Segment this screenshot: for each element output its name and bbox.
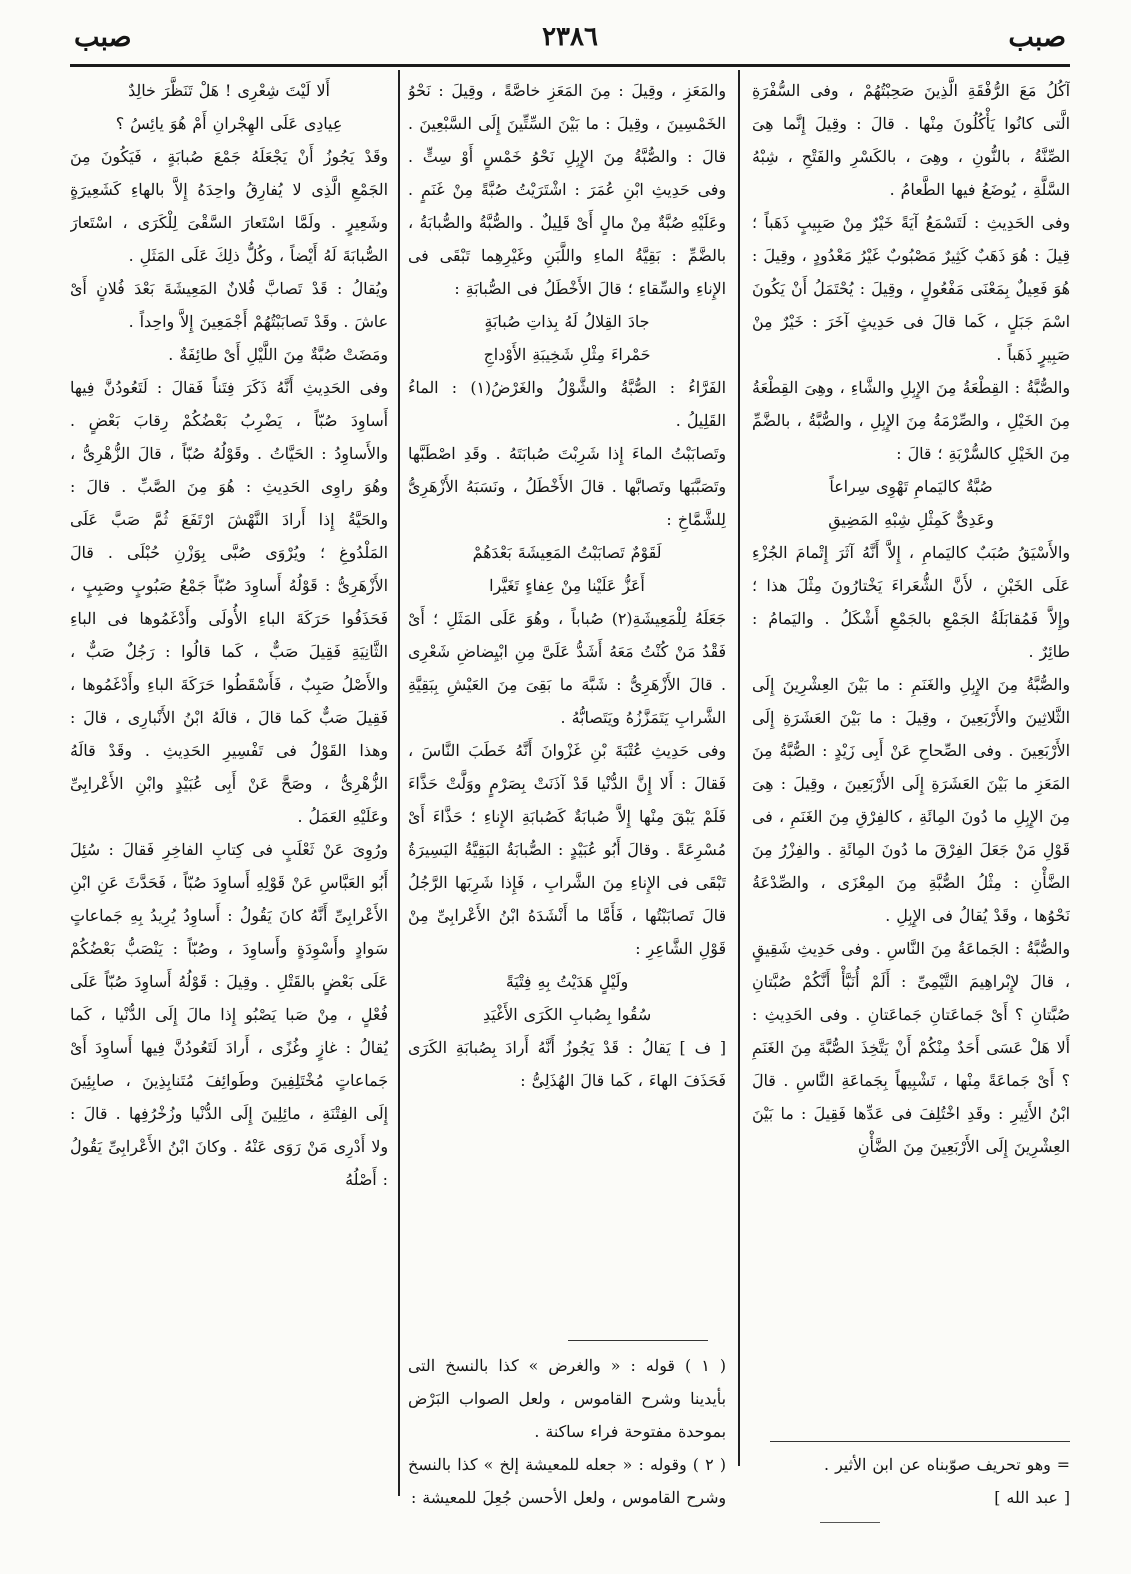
paragraph: جَعَلَهُ لِلْمَعِيشَةِ(٢) صُباباً ، وهُوَ عَلَى المَثَلِ ؛ أَىْ فَقْدُ مَنْ كُنْتُ مَعَهُ أَشَدُّ عَلَىَّ مِنِ ابْيِضاضِ شَعْرِى . قالَ الأَزْهَرِىُّ : شَبَّهَ ما بَقِىَ مِنَ العَيْشِ بِبَقِيَّةِ الشَّرابِ يَتَمَزَّزُهُ ويَتَصابُّهُ .	[408, 609, 726, 727]
page-number: ٢٣٨٦	[542, 22, 598, 52]
footnote: ( ١ ) قوله : « والغرض » كذا بالنسخ التى بأيدينا وشرح القاموس ، ولعل الصواب البَرْض بموحدة مفتوحة فراء ساكنة .	[408, 1356, 726, 1441]
verse-line: صُبَّةٌ كاليَمامِ تَهْوِى سِراعاً	[829, 477, 993, 496]
paragraph: ومَضَتْ صُبَّةٌ مِنَ اللَّيْلِ أَىْ طائِفَةٌ .	[168, 345, 388, 364]
verse-line: لَقَوْمٌ تَصابَبْتُ المَعِيشَةَ بَعْدَهُمْ	[472, 543, 662, 562]
paragraph: والصُّبَّةُ مِنَ الإِبِلِ والغَنَمِ : ما بَيْنَ العِشْرِينَ إِلَى الثَّلاثِينَ والأَرْبَعِينَ ، وقِيلَ : ما بَيْنَ العَشَرَةِ إِلَى الأَرْبَعِينَ . وفى الصِّحاحِ عَنْ أَبِى زَيْدٍ : الصُّبَّةُ مِنَ المَعَزِ ما بَيْنَ العَشَرَةِ إِلَى الأَرْبَعِينَ ، وقِيلَ : هِىَ مِنَ الإِبِلِ ما دُونَ المِائَةِ ، كالفِرْقِ مِنَ الغَنَمِ ، فى قَوْلِ مَنْ جَعَلَ الفِرْقَ ما دُونَ المِائَةِ . والفِزْرُ مِنَ الضَّأْنِ : مِثْلُ الصُّبَّةِ مِنَ المِعْزَى ، والصِّدْعَةُ نَحْوُها ، وقَدْ يُقالُ فى الإِبِلِ .	[752, 675, 1070, 925]
paragraph: وفى الحَدِيثِ أَنَّهُ ذَكَرَ فِتَناً فَقالَ : لَتَعُودُنَّ فِيها أَساوِدَ صُبّاً ، يَضْرِبُ بَعْضُكُمْ رِقابَ بَعْضٍ . والأَساوِدُ : الحَيَّاتُ . وقَوْلُهُ صُبّاً ، قالَ الزُّهْرِىُّ ، وهُوَ راوِى الحَدِيثِ : هُوَ مِنَ الصَّبِّ . قالَ : والحَيَّةُ إِذا أَرادَ النَّهْشَ ارْتَفَعَ ثُمَّ صَبَّ عَلَى المَلْدُوغِ ؛ ويُرْوَى صُبَّى بِوَزْنِ حُبْلَى . قالَ الأَزْهَرِىُّ : قَوْلُهُ أَساوِدَ صُبّاً جَمْعُ صَبُوبٍ وصَبِبٍ ، فَحَذَفُوا حَرَكَةَ الباءِ الأُولَى وأَدْغَمُوها فى الباءِ الثَّانِيَةِ فَقِيلَ صَبٌّ ، كَما قالُوا : رَجُلٌ صَبٌّ ، والأَصْلُ صَبِبٌ ، فَأَسْقَطُوا حَرَكَةَ الباءِ وأَدْغَمُوها ، فَقِيلَ صَبٌّ كَما قالَ ، قالَهُ ابْنُ الأَنْبارِى ، قالَ : وهذا القَوْلُ فى تَفْسِيرِ الحَدِيثِ . وقَدْ قالَهُ الزُّهْرِىُّ ، وصَحَّ عَنْ أَبِى عُبَيْدٍ وابْنِ الأَعْرابِىِّ وعَلَيْهِ العَمَلُ .	[70, 378, 388, 826]
paragraph: [ ف ] يَقالُ : قَدْ يَجُوزُ أَنَّهُ أَرادَ بِصُبابَةِ الكَرَى فَحَذَفَ الهاءَ ، كَما قالَ الهُذَلِىُّ :	[408, 1038, 726, 1090]
running-head-right: صبب	[1008, 22, 1066, 53]
text-columns	[70, 74, 1070, 1514]
continued-footnote	[752, 1437, 1070, 1514]
footnote: ( ٢ ) وقوله : « جعله للمعيشة إلخ » كذا بالنسخ وشرح القاموس ، ولعل الأحسن جُعِلَ للمعيشة :	[408, 1455, 726, 1507]
paragraph: الفَرَّاءُ : الصُّبَّةُ والشَّوْلُ والغَرْضُ(١) : الماءُ القَلِيلُ .	[408, 378, 726, 430]
verse-line: ولَيْلٍ هَدَيْتُ بِهِ فِتْيَةً	[505, 972, 629, 991]
running-head-left: صبب	[74, 22, 132, 53]
verse-line: حَمْراءَ مِثْلِ شَخِيبَةِ الأَوْداجِ	[483, 345, 651, 364]
paragraph: وفى الحَدِيثِ : لَتَسْمَعُ آيَةً خَيْرٌ مِنْ صَبِيبٍ ذَهَباً ؛ قِيلَ : هُوَ ذَهَبٌ كَثِيرٌ مَصْبُوبٌ غَيْرُ مَعْدُودٍ ، وقِيلَ : هُوَ فَعِيلٌ بِمَعْنَى مَفْعُولٍ ، وقِيلَ : يُحْتَمَلُ أَنْ يَكُونَ اسْمَ جَبَلٍ ، كَما قالَ فى حَدِيثٍ آخَرَ : خَيْرٌ مِنْ صَبِيرٍ ذَهَباً .	[752, 213, 1070, 364]
paragraph: ويُقالُ : قَدْ تَصابَّ فُلانٌ المَعِيشَةَ بَعْدَ فُلانٍ أَىْ عاشَ . وقَدْ تَصابَبْتُهُمْ أَجْمَعِينَ إِلاَّ واحِداً .	[70, 279, 388, 331]
paragraph: ورُوِىَ عَنْ ثَعْلَبٍ فى كِتابِ الفاخِرِ فَقالَ : سُئِلَ أَبُو العَبَّاسِ عَنْ قَوْلِهِ أَساوِدَ صُبّاً ، فَحَدَّثَ عَنِ ابْنِ الأَعْرابِىِّ أَنَّهُ كانَ يَقُولُ : أَساوِدُ يُرِيدُ بِهِ جَماعاتٍ سَوادٍ وأَسْوِدَةٍ وأَساوِدَ ، وصُبّاً : يَنْصَبُّ بَعْضُكُمْ عَلَى بَعْضٍ بالقَتْلِ . وقِيلَ : قَوْلُهُ أَساوِدَ صُبّاً عَلَى فُعْلٍ ، مِنْ صَبا يَصْبُو إِذا مالَ إِلَى الدُّنْيا ، كَما يُقالُ : غازٍ وغُزًى ، أَرادَ لَتَعُودُنَّ فِيها أَساوِدَ أَىْ جَماعاتٍ مُخْتَلِفِينَ وطَوائِفَ مُتَنابِذِينَ ، صابِئِينَ إِلَى الفِتْنَةِ ، مائِلِينَ إِلَى الدُّنْيا وزُخْرُفِها . قالَ : ولا أَدْرِى مَنْ رَوَى عَنْهُ . وكانَ ابْنُ الأَعْرابِىِّ يَقُولُ : أَصْلُهُ	[70, 840, 388, 1189]
column-right	[752, 74, 1070, 1514]
paragraph: والصُّبَّةُ : الجَماعَةُ مِنَ النَّاسِ . وفى حَدِيثِ شَقِيقٍ ، قالَ لإِبْراهِيمَ التَّيْمِىِّ : أَلَمْ أُنَبَّأْ أَنَّكُمْ صُبَّتانِ صُبَّتانِ ؟ أَىْ جَماعَتانِ جَماعَتانِ . وفى الحَدِيثِ : أَلا هَلْ عَسَى أَحَدٌ مِنْكُمْ أَنْ يَتَّخِذَ الصُّبَّةَ مِنَ الغَنَمِ ؟ أَىْ جَماعَةً مِنْها ، تَشْبِيهاً بِجَماعَةِ النَّاسِ . قالَ ابْنُ الأَثِيرِ : وقَدِ اخْتُلِفَ فى عَدِّها فَقِيلَ : ما بَيْنَ العِشْرِينَ إِلَى الأَرْبَعِينَ مِنَ الضَّأْنِ	[752, 939, 1070, 1156]
footnote-rule	[568, 1340, 708, 1341]
footnotes	[408, 1332, 726, 1514]
paragraph: والأَسْيَقُ صُبَبٌ كاليَمامِ ، إِلاَّ أَنَّهُ آثَرَ إِتْمامَ الجُزْءِ عَلَى الخَبْنِ ، لأَنَّ الشُّعَراءَ يَخْتارُونَ مِثْلَ هذا ؛ وإِلاَّ فَمُقابَلَةُ الجَمْعِ بالجَمْعِ أَشْكَلُ . واليَمامُ : طائِرٌ .	[752, 543, 1070, 661]
verse-line: جادَ القِلالُ لَهُ بِذاتِ صُبابَةٍ	[484, 312, 650, 331]
verse-line: عِيادِى عَلَى الهِجْرانِ أَمْ هُوَ يائِسُ ؟	[115, 114, 343, 133]
paragraph: وقَدْ يَجُوزُ أَنْ يَجْعَلَهُ جَمْعَ صُبابَةٍ ، فَيَكُونَ مِنَ الجَمْعِ الَّذِى لا يُفارِقُ واحِدَهُ إِلاَّ بالهاءِ كَشَعِيرَةٍ وشَعِيرٍ . ولَمَّا اسْتَعارَ السَّقْىَ لِلْكَرَى ، اسْتَعارَ الصُّبابَةَ لَهُ أَيْضاً ، وكُلُّ ذلِكَ عَلَى المَثَلِ .	[70, 147, 388, 265]
paragraph: والصُّبَّةُ : القِطْعَةُ مِنَ الإِبِلِ والشَّاءِ ، وهِىَ القِطْعَةُ مِنَ الخَيْلِ ، والصِّرْمَةُ مِنَ الإِبِلِ ، والصُّبَّةُ ، بالضَّمِّ مِنَ الخَيْلِ كالسُّرْبَةِ ؛ قالَ :	[752, 378, 1070, 463]
paragraph: وتَصابَبْتُ الماءَ إِذا شَرِبْتَ صُبابَتَهُ . وقَدِ اصْطَبَّها وتَصَبَّبَها وتَصابَّها . قالَ الأَخْطَلُ ، ونَسَبَهُ الأَزْهَرِىُّ لِلشَّمَّاخِ :	[408, 444, 726, 529]
column-left	[70, 74, 388, 1514]
bottom-mark	[820, 1522, 880, 1523]
paragraph: وفى حَدِيثِ عُتْبَةَ بْنِ غَزْوانَ أَنَّهُ خَطَبَ النَّاسَ ، فَقالَ : أَلا إِنَّ الدُّنْيا قَدْ آذَنَتْ بِصَرْمٍ ووَلَّتْ حَذَّاءَ فَلَمْ يَبْقَ مِنْها إِلاَّ صُبابَةٌ كَصُبابَةِ الإِناءِ ؛ حَذَّاءَ أَىْ مُسْرِعَةً . وقالَ أَبُو عُبَيْدٍ : الصُّبابَةُ البَقِيَّةُ اليَسِيرَةُ تَبْقَى فى الإِناءِ مِنَ الشَّرابِ ، فَإِذا شَرِبَها الرَّجُلُ قالَ تَصابَبْتُها ، فَأَمَّا ما أَنْشَدَهُ ابْنُ الأَعْرابِىِّ مِنْ قَوْلِ الشَّاعِرِ :	[408, 741, 726, 958]
header-rule	[70, 64, 1070, 67]
verse-line: سُقُوا بِصُبابِ الكَرَى الأَغْيَدِ	[482, 1005, 652, 1024]
page-header	[70, 18, 1070, 62]
dictionary-page	[70, 18, 1070, 1518]
footnote-signature: [ عبد الله ]	[994, 1488, 1070, 1507]
footnote-rule	[770, 1441, 1070, 1442]
verse-line: أَلا لَيْتَ شِعْرِى ! هَلْ تَنَظَّرَ خالِدٌ	[128, 81, 330, 100]
paragraph: آكُلُ مَعَ الرُّفْقَةِ الَّذِينَ صَحِبْتُهُمْ ، وفى السُّفْرَةِ الَّتى كانُوا يَأْكُلُونَ مِنْها . قالَ : وقِيلَ إِنَّما هِىَ الصِّنَّةُ ، بالنُّونِ ، وهِىَ ، بالكَسْرِ والفَتْحِ ، شِبْهُ السَّلَّةِ ، يُوضَعُ فيها الطَّعامُ .	[752, 81, 1070, 199]
column-middle	[408, 74, 726, 1514]
verse-line: وعَدِىٌّ كَمِثْلِ شِبْهِ المَضِيقِ	[828, 510, 994, 529]
paragraph: والمَعَزِ ، وقِيلَ : مِنَ المَعَزِ خاصَّةً ، وقِيلَ : نَحْوُ الخَمْسِينَ ، وقِيلَ : ما بَيْنَ السِّتِّينَ إِلَى السَّبْعِينَ . قالَ : والصُّبَّةُ مِنَ الإِبِلِ نَحْوُ خَمْسٍ أَوْ سِتٍّ . وفى حَدِيثِ ابْنِ عُمَرَ : اشْتَرَيْتُ صُبَّةً مِنْ غَنَمٍ . وعَلَيْهِ صُبَّةٌ مِنْ مالٍ أَىْ قَلِيلٌ . والصُّبَّةُ والصُّبابَةُ ، بالضَّمِّ : بَقِيَّةُ الماءِ واللَّبَنِ وغَيْرِهِما تَبْقَى فى الإِناءِ والسِّقاءِ ؛ قالَ الأَخْطَلُ فى الصُّبابَةِ :	[408, 81, 726, 298]
footnote-text: = وهو تحريف صوّبناه عن ابن الأثير .	[824, 1455, 1070, 1474]
verse-line: أَعَزُّ عَلَيْنا مِنْ عِفاءٍ تَغَيَّرا	[489, 576, 645, 595]
